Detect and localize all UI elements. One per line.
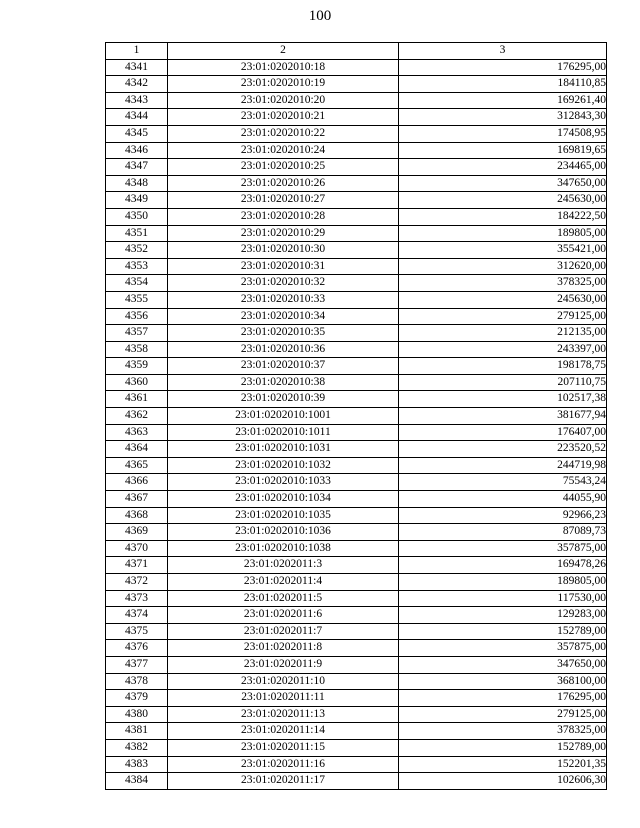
value-cell: 223520,52 — [399, 441, 607, 458]
table-row — [106, 358, 607, 375]
table-row — [106, 557, 607, 574]
row-number-cell: 4365 — [106, 457, 168, 474]
row-number-cell: 4383 — [106, 756, 168, 773]
row-number-cell: 4361 — [106, 391, 168, 408]
value-cell: 312620,00 — [399, 258, 607, 275]
table-row — [106, 524, 607, 541]
value-cell: 189805,00 — [399, 574, 607, 591]
cadastral-number-cell: 23:01:0202011:7 — [168, 623, 399, 640]
value-cell: 212135,00 — [399, 325, 607, 342]
cadastral-number-cell: 23:01:0202010:36 — [168, 341, 399, 358]
row-number-cell: 4384 — [106, 773, 168, 790]
row-number-cell: 4368 — [106, 507, 168, 524]
row-number-cell: 4346 — [106, 142, 168, 159]
row-number-cell: 4381 — [106, 723, 168, 740]
value-cell: 245630,00 — [399, 192, 607, 209]
cadastral-number-cell: 23:01:0202011:5 — [168, 590, 399, 607]
value-cell: 378325,00 — [399, 723, 607, 740]
table-row — [106, 690, 607, 707]
cadastral-number-cell: 23:01:0202011:8 — [168, 640, 399, 657]
cadastral-number-cell: 23:01:0202010:31 — [168, 258, 399, 275]
table-row — [106, 341, 607, 358]
cadastral-number-cell: 23:01:0202010:1036 — [168, 524, 399, 541]
table-row — [106, 142, 607, 159]
table-header-row — [106, 43, 607, 60]
value-cell: 244719,98 — [399, 457, 607, 474]
cadastral-number-cell: 23:01:0202011:9 — [168, 656, 399, 673]
table-row — [106, 391, 607, 408]
table-row — [106, 374, 607, 391]
row-number-cell: 4363 — [106, 424, 168, 441]
table-row — [106, 325, 607, 342]
value-cell: 279125,00 — [399, 308, 607, 325]
row-number-cell: 4374 — [106, 607, 168, 624]
row-number-cell: 4362 — [106, 408, 168, 425]
cadastral-number-cell: 23:01:0202010:38 — [168, 374, 399, 391]
value-cell: 75543,24 — [399, 474, 607, 491]
table-row — [106, 640, 607, 657]
table-row — [106, 623, 607, 640]
row-number-cell: 4375 — [106, 623, 168, 640]
table-row — [106, 656, 607, 673]
column-header-3: 3 — [399, 43, 607, 60]
row-number-cell: 4370 — [106, 540, 168, 557]
value-cell: 129283,00 — [399, 607, 607, 624]
value-cell: 355421,00 — [399, 242, 607, 259]
row-number-cell: 4351 — [106, 225, 168, 242]
value-cell: 169819,65 — [399, 142, 607, 159]
value-cell: 189805,00 — [399, 225, 607, 242]
row-number-cell: 4372 — [106, 574, 168, 591]
row-number-cell: 4376 — [106, 640, 168, 657]
cadastral-number-cell: 23:01:0202010:1001 — [168, 408, 399, 425]
row-number-cell: 4366 — [106, 474, 168, 491]
value-cell: 357875,00 — [399, 540, 607, 557]
table-row — [106, 291, 607, 308]
row-number-cell: 4378 — [106, 673, 168, 690]
table-row — [106, 308, 607, 325]
cadastral-number-cell: 23:01:0202010:20 — [168, 92, 399, 109]
table-row — [106, 673, 607, 690]
table-row — [106, 242, 607, 259]
cadastral-number-cell: 23:01:0202011:15 — [168, 739, 399, 756]
table-row — [106, 474, 607, 491]
table-row — [106, 706, 607, 723]
table-row — [106, 491, 607, 508]
value-cell: 152789,00 — [399, 623, 607, 640]
value-cell: 102517,38 — [399, 391, 607, 408]
value-cell: 347650,00 — [399, 656, 607, 673]
row-number-cell: 4373 — [106, 590, 168, 607]
cadastral-number-cell: 23:01:0202010:22 — [168, 125, 399, 142]
row-number-cell: 4343 — [106, 92, 168, 109]
cadastral-number-cell: 23:01:0202011:4 — [168, 574, 399, 591]
row-number-cell: 4369 — [106, 524, 168, 541]
cadastral-number-cell: 23:01:0202011:13 — [168, 706, 399, 723]
value-cell: 381677,94 — [399, 408, 607, 425]
value-cell: 152201,35 — [399, 756, 607, 773]
cadastral-number-cell: 23:01:0202010:32 — [168, 275, 399, 292]
table-row — [106, 192, 607, 209]
table-row — [106, 59, 607, 76]
cadastral-number-cell: 23:01:0202010:19 — [168, 76, 399, 93]
cadastral-number-cell: 23:01:0202010:1034 — [168, 491, 399, 508]
value-cell: 169261,40 — [399, 92, 607, 109]
row-number-cell: 4382 — [106, 739, 168, 756]
row-number-cell: 4349 — [106, 192, 168, 209]
row-number-cell: 4350 — [106, 208, 168, 225]
cadastral-number-cell: 23:01:0202010:35 — [168, 325, 399, 342]
row-number-cell: 4360 — [106, 374, 168, 391]
table-row — [106, 275, 607, 292]
cadastral-number-cell: 23:01:0202010:1033 — [168, 474, 399, 491]
value-cell: 357875,00 — [399, 640, 607, 657]
value-cell: 245630,00 — [399, 291, 607, 308]
value-cell: 92966,23 — [399, 507, 607, 524]
table-row — [106, 408, 607, 425]
row-number-cell: 4364 — [106, 441, 168, 458]
cadastral-number-cell: 23:01:0202011:16 — [168, 756, 399, 773]
value-cell: 44055,90 — [399, 491, 607, 508]
column-header-2: 2 — [168, 43, 399, 60]
table-row — [106, 457, 607, 474]
cadastral-number-cell: 23:01:0202010:29 — [168, 225, 399, 242]
table-row — [106, 590, 607, 607]
row-number-cell: 4379 — [106, 690, 168, 707]
value-cell: 184222,50 — [399, 208, 607, 225]
cadastral-number-cell: 23:01:0202010:34 — [168, 308, 399, 325]
table-body — [106, 59, 607, 789]
table-row — [106, 159, 607, 176]
value-cell: 243397,00 — [399, 341, 607, 358]
cadastral-number-cell: 23:01:0202010:24 — [168, 142, 399, 159]
row-number-cell: 4352 — [106, 242, 168, 259]
row-number-cell: 4342 — [106, 76, 168, 93]
cadastral-number-cell: 23:01:0202011:3 — [168, 557, 399, 574]
value-cell: 368100,00 — [399, 673, 607, 690]
table-row — [106, 76, 607, 93]
cadastral-number-cell: 23:01:0202010:30 — [168, 242, 399, 259]
cadastral-number-cell: 23:01:0202010:1011 — [168, 424, 399, 441]
page-number: 100 — [308, 8, 332, 24]
value-cell: 312843,30 — [399, 109, 607, 126]
cadastral-table — [105, 42, 607, 790]
row-number-cell: 4354 — [106, 275, 168, 292]
cadastral-number-cell: 23:01:0202011:6 — [168, 607, 399, 624]
row-number-cell: 4377 — [106, 656, 168, 673]
table-row — [106, 109, 607, 126]
table-row — [106, 258, 607, 275]
value-cell: 347650,00 — [399, 175, 607, 192]
row-number-cell: 4356 — [106, 308, 168, 325]
value-cell: 87089,73 — [399, 524, 607, 541]
value-cell: 117530,00 — [399, 590, 607, 607]
value-cell: 176295,00 — [399, 59, 607, 76]
cadastral-number-cell: 23:01:0202010:1038 — [168, 540, 399, 557]
cadastral-number-cell: 23:01:0202010:21 — [168, 109, 399, 126]
table-row — [106, 175, 607, 192]
cadastral-number-cell: 23:01:0202010:1031 — [168, 441, 399, 458]
table-row — [106, 607, 607, 624]
value-cell: 176407,00 — [399, 424, 607, 441]
value-cell: 102606,30 — [399, 773, 607, 790]
column-header-1: 1 — [106, 43, 168, 60]
cadastral-number-cell: 23:01:0202010:37 — [168, 358, 399, 375]
value-cell: 169478,26 — [399, 557, 607, 574]
cadastral-number-cell: 23:01:0202011:14 — [168, 723, 399, 740]
row-number-cell: 4371 — [106, 557, 168, 574]
table-row — [106, 756, 607, 773]
row-number-cell: 4345 — [106, 125, 168, 142]
row-number-cell: 4380 — [106, 706, 168, 723]
row-number-cell: 4344 — [106, 109, 168, 126]
table-row — [106, 441, 607, 458]
table-row — [106, 507, 607, 524]
cadastral-number-cell: 23:01:0202010:25 — [168, 159, 399, 176]
table-row — [106, 739, 607, 756]
cadastral-number-cell: 23:01:0202010:18 — [168, 59, 399, 76]
value-cell: 174508,95 — [399, 125, 607, 142]
row-number-cell: 4341 — [106, 59, 168, 76]
row-number-cell: 4357 — [106, 325, 168, 342]
table-row — [106, 125, 607, 142]
cadastral-number-cell: 23:01:0202010:39 — [168, 391, 399, 408]
row-number-cell: 4358 — [106, 341, 168, 358]
table-row — [106, 540, 607, 557]
value-cell: 234465,00 — [399, 159, 607, 176]
value-cell: 152789,00 — [399, 739, 607, 756]
cadastral-number-cell: 23:01:0202010:33 — [168, 291, 399, 308]
value-cell: 279125,00 — [399, 706, 607, 723]
table-row — [106, 225, 607, 242]
row-number-cell: 4348 — [106, 175, 168, 192]
cadastral-number-cell: 23:01:0202011:17 — [168, 773, 399, 790]
value-cell: 207110,75 — [399, 374, 607, 391]
table-row — [106, 208, 607, 225]
cadastral-number-cell: 23:01:0202010:28 — [168, 208, 399, 225]
table-row — [106, 92, 607, 109]
value-cell: 176295,00 — [399, 690, 607, 707]
cadastral-number-cell: 23:01:0202011:10 — [168, 673, 399, 690]
value-cell: 184110,85 — [399, 76, 607, 93]
cadastral-number-cell: 23:01:0202011:11 — [168, 690, 399, 707]
table-row — [106, 723, 607, 740]
table-row — [106, 773, 607, 790]
row-number-cell: 4367 — [106, 491, 168, 508]
value-cell: 378325,00 — [399, 275, 607, 292]
cadastral-number-cell: 23:01:0202010:1035 — [168, 507, 399, 524]
row-number-cell: 4353 — [106, 258, 168, 275]
row-number-cell: 4347 — [106, 159, 168, 176]
table-row — [106, 424, 607, 441]
row-number-cell: 4355 — [106, 291, 168, 308]
table-row — [106, 574, 607, 591]
value-cell: 198178,75 — [399, 358, 607, 375]
row-number-cell: 4359 — [106, 358, 168, 375]
cadastral-number-cell: 23:01:0202010:26 — [168, 175, 399, 192]
cadastral-number-cell: 23:01:0202010:1032 — [168, 457, 399, 474]
cadastral-number-cell: 23:01:0202010:27 — [168, 192, 399, 209]
